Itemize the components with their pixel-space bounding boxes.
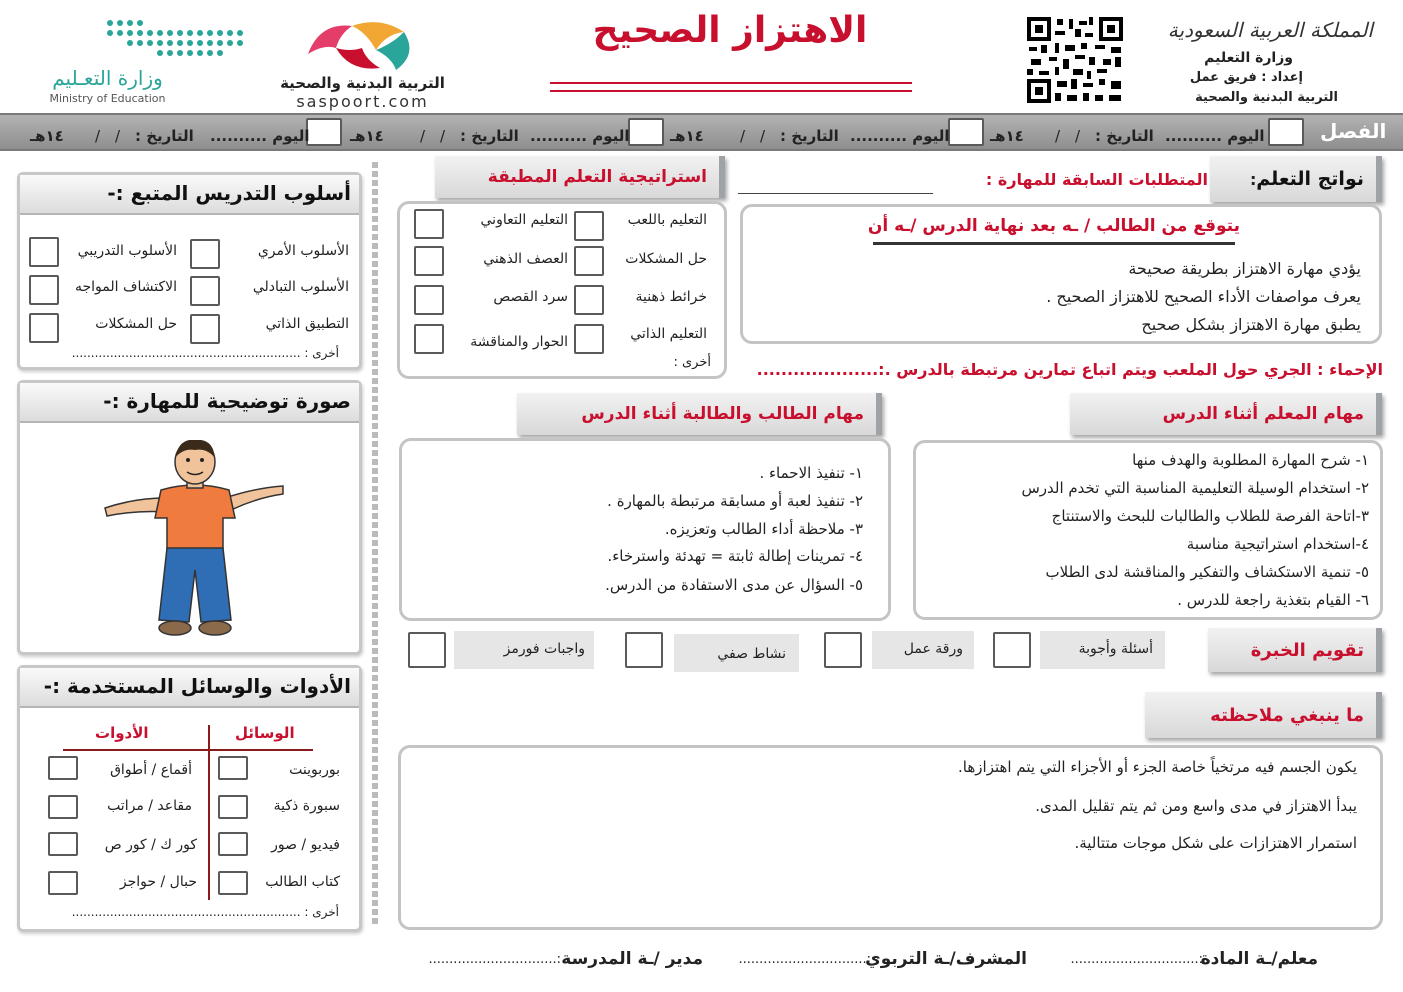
skill-illustration [95, 440, 295, 640]
title-underline-2 [550, 90, 912, 92]
date-slash-1a: / [1075, 127, 1081, 145]
tools-divider [208, 725, 210, 900]
date-label-3: التاريخ : [460, 127, 519, 145]
eval-option-1-checkbox[interactable] [993, 632, 1031, 668]
method-left-1-checkbox[interactable] [29, 237, 59, 267]
class-label: الفصل [1320, 119, 1387, 143]
warmup-line: الإحماء : الجري حول الملعب ويتم اتباع تمارين مرتبطة بالدرس .:.................... [756, 360, 1383, 379]
day-label-4: اليوم .......... [210, 127, 310, 145]
strategy-c2-3-checkbox[interactable] [414, 285, 444, 315]
method-other[interactable]: أخرى : ............................................................ [71, 346, 339, 360]
eval-option-4-checkbox[interactable] [408, 632, 446, 668]
tools-3-checkbox[interactable] [48, 832, 78, 856]
teacher-task-2: ٢- استخدام الوسيلة التعليمية المناسبة التي تخدم الدرس [1021, 479, 1369, 497]
tools-header: الأدوات [95, 724, 149, 742]
strategy-c1-4: التعليم الذاتي [630, 326, 707, 342]
tools-other[interactable]: أخرى : ............................................................ [71, 905, 339, 919]
tools-1-checkbox[interactable] [48, 756, 78, 780]
day-label-1: اليوم .......... [1165, 127, 1265, 145]
day-box-4[interactable] [306, 118, 342, 146]
method-right-3-checkbox[interactable] [190, 314, 220, 344]
outcomes-title: نواتج التعلم [1256, 168, 1364, 190]
eval-option-3: نشاط صفي [717, 646, 786, 662]
prereq-label: المتطلبات السابقة للمهارة : [985, 170, 1208, 189]
prepared-by: إعداد : فريق عمل [1189, 70, 1303, 85]
footer-teacher: معلم/ـة المادة [1200, 949, 1318, 969]
student-tasks-tab [517, 393, 882, 435]
illustration-title: صورة توضيحية للمهارة :- [20, 383, 359, 423]
department-label: التربية البدنية والصحية [1195, 90, 1338, 105]
teacher-task-1: ١- شرح المهارة المطلوبة والهدف منها [1132, 451, 1369, 469]
eval-option-2: ورقة عمل [903, 641, 963, 657]
column-divider [372, 162, 378, 927]
date-slash-1b: / [1055, 127, 1061, 145]
tools-4: حبال / حواجز [119, 874, 197, 890]
date-slash-4b: / [95, 127, 101, 145]
strategy-c1-3: خرائط ذهنية [635, 289, 707, 305]
outcome-item-2: يعرف مواصفات الأداء الصحيح للاهتزاز الصحيح . [1046, 287, 1361, 306]
student-tasks-title: مهام الطالب والطالبة أثناء الدرس [581, 404, 864, 424]
means-1-checkbox[interactable] [218, 756, 248, 780]
strategy-c2-4: الحوار والمناقشة [470, 334, 568, 350]
strategy-c2-2-checkbox[interactable] [414, 246, 444, 276]
notes-tab [1145, 692, 1382, 738]
teacher-task-4: ٤-استخدام استراتيجية مناسبة [1186, 535, 1369, 553]
note-item-2: يبدأ الاهتزاز في مدى واسع ومن ثم يتم تقليل المدى. [1035, 797, 1357, 815]
means-2: سبورة ذكية [273, 798, 340, 814]
day-label-3: اليوم .......... [530, 127, 630, 145]
method-left-3: حل المشكلات [95, 316, 177, 332]
prereq-line[interactable] [738, 193, 933, 194]
page-title: الاهتزاز الصحيح [592, 10, 868, 51]
strategy-other[interactable]: أخرى : [673, 355, 711, 370]
day-label-2: اليوم .......... [850, 127, 950, 145]
tools-2: مقاعد / مراتب [107, 798, 192, 814]
evaluation-tab [1208, 628, 1382, 672]
method-left-3-checkbox[interactable] [29, 313, 59, 343]
qr-code[interactable] [1025, 15, 1125, 105]
means-4-checkbox[interactable] [218, 871, 248, 895]
title-underline-1 [550, 82, 912, 84]
day-box-3[interactable] [628, 118, 664, 146]
tools-3: كور ك / كور ص [104, 837, 197, 853]
date-label-2: التاريخ : [780, 127, 839, 145]
footer-principal-dots[interactable]: :............................... [428, 952, 561, 967]
strategy-c2-2: العصف الذهني [483, 251, 568, 267]
teacher-task-3: ٣-اتاحة الفرصة للطلاب والطالبات للبحث والاستنتاج [1051, 507, 1369, 525]
evaluation-title: تقويم الخبرة [1250, 639, 1364, 661]
student-task-5: ٥- السؤال عن مدى الاستفادة من الدرس. [605, 576, 863, 594]
teacher-tasks-tab [1070, 393, 1382, 435]
tools-title: الأدوات والوسائل المستخدمة :- [20, 668, 359, 708]
tools-2-checkbox[interactable] [48, 795, 78, 819]
outcomes-tab [1210, 156, 1382, 202]
eval-option-4: واجبات فورمز [503, 641, 585, 657]
expect-heading: يتوقع من الطالب / ـه بعد نهاية الدرس /ـه أن [867, 216, 1240, 236]
method-left-2-checkbox[interactable] [29, 275, 59, 305]
footer-teacher-dots[interactable]: :............................... [1070, 952, 1203, 967]
date-slash-4a: / [115, 127, 121, 145]
tools-4-checkbox[interactable] [48, 871, 78, 895]
strategy-c2-1-checkbox[interactable] [414, 209, 444, 239]
teaching-method-title: أسلوب التدريس المتبع :- [20, 175, 359, 215]
teacher-task-6: ٦- القيام بتغذية راجعة للدرس . [1177, 591, 1369, 609]
method-left-2: الاكتشاف المواجه [74, 279, 177, 295]
footer-principal: مدير /ـة المدرسة [561, 949, 703, 969]
tools-header-line [63, 749, 313, 751]
footer-supervisor-dots[interactable]: :............................... [738, 952, 871, 967]
outcome-item-1: يؤدي مهارة الاهتزاز بطريقة صحيحة [1128, 259, 1361, 278]
strategy-tab [435, 156, 725, 198]
strategy-c2-1: التعليم التعاوني [480, 212, 568, 228]
date-label-1: التاريخ : [1095, 127, 1154, 145]
eval-option-1: أسئلة وأجوبة [1078, 641, 1153, 657]
tools-1: أقماع / أطواق [110, 762, 192, 778]
ministry-logo-en: Ministry of Education [49, 92, 166, 105]
eval-option-2-checkbox[interactable] [824, 632, 862, 668]
strategy-c2-3: سرد القصص [493, 289, 568, 305]
means-4: كتاب الطالب [265, 874, 340, 890]
class-box[interactable] [1268, 118, 1304, 146]
strategy-c1-3-checkbox[interactable] [574, 285, 604, 315]
date-slash-2a: / [760, 127, 766, 145]
ministry-dots-icon [100, 15, 255, 65]
student-task-1: ١- تنفيذ الاحماء . [759, 464, 863, 482]
strategy-c2-4-checkbox[interactable] [414, 324, 444, 354]
hijri-3: ١٤هـ [350, 127, 384, 145]
brand-swirl-icon [300, 14, 420, 74]
hijri-1: ١٤هـ [990, 127, 1024, 145]
strategy-c1-2-checkbox[interactable] [574, 246, 604, 276]
note-item-3: استمرار الاهتزازات على شكل موجات متتالية. [1074, 834, 1357, 852]
date-slash-3a: / [440, 127, 446, 145]
strategy-c1-4-checkbox[interactable] [574, 324, 604, 354]
notes-title: ما ينبغي ملاحظته [1210, 704, 1364, 726]
student-task-4: ٤- تمرينات إطالة ثابتة = تهدئة واسترخاء. [607, 547, 863, 565]
means-3: فيديو / صور [271, 837, 340, 853]
ministry-logo [100, 15, 255, 65]
teacher-tasks-title: مهام المعلم أثناء الدرس [1162, 404, 1364, 424]
footer-supervisor: المشرف/ـة التربوي [865, 949, 1027, 969]
strategy-c1-1-checkbox[interactable] [574, 211, 604, 241]
method-right-2: الأسلوب التبادلي [252, 279, 349, 295]
student-task-3: ٣- ملاحظة أداء الطالب وتعزيزه. [664, 520, 863, 538]
method-right-1: الأسلوب الأمري [257, 243, 349, 259]
student-task-2: ٢- تنفيذ لعبة أو مسابقة مرتبطة بالمهارة . [607, 492, 863, 510]
expect-underline [873, 242, 1235, 245]
strategy-c1-2: حل المشكلات [625, 251, 707, 267]
eval-option-3-checkbox[interactable] [625, 632, 663, 668]
note-item-1: يكون الجسم فيه مرتخياً خاصة الجزء أو الأجزاء التي يتم اهتزازها. [958, 758, 1357, 776]
ministry-logo-ar: وزارة التعـليم [52, 66, 163, 90]
means-1: بوربوينت [289, 762, 340, 778]
outcomes-colon: : [1250, 170, 1257, 189]
means-3-checkbox[interactable] [218, 832, 248, 856]
ministry-label: وزارة التعليم [1204, 50, 1293, 66]
means-header: الوسائل [235, 724, 295, 742]
outcome-item-3: يطبق مهارة الاهتزاز بشكل صحيح [1141, 315, 1361, 334]
brand-logo [300, 14, 420, 74]
strategy-c1-1: التعليم باللعب [627, 212, 707, 228]
method-right-2-checkbox[interactable] [190, 276, 220, 306]
kingdom-title: المملكة العربية السعودية [1167, 18, 1373, 42]
date-slash-2b: / [740, 127, 746, 145]
hijri-4: ١٤هـ [30, 127, 64, 145]
brand-site: saspoort.com [296, 92, 429, 111]
method-right-3: التطبيق الذاتي [265, 316, 349, 332]
strategy-title: استراتيجية التعلم المطبقة [487, 167, 707, 187]
method-right-1-checkbox[interactable] [190, 239, 220, 269]
brand-name: التربية البدنية والصحية [280, 74, 445, 92]
boy-figure-icon [95, 440, 295, 640]
date-slash-3b: / [420, 127, 426, 145]
hijri-2: ١٤هـ [670, 127, 704, 145]
date-label-4: التاريخ : [135, 127, 194, 145]
means-2-checkbox[interactable] [218, 795, 248, 819]
day-box-2[interactable] [948, 118, 984, 146]
method-left-1: الأسلوب التدريبي [77, 243, 177, 259]
teacher-task-5: ٥- تنمية الاستكشاف والتفكير والمناقشة لدى الطلاب [1045, 563, 1369, 581]
